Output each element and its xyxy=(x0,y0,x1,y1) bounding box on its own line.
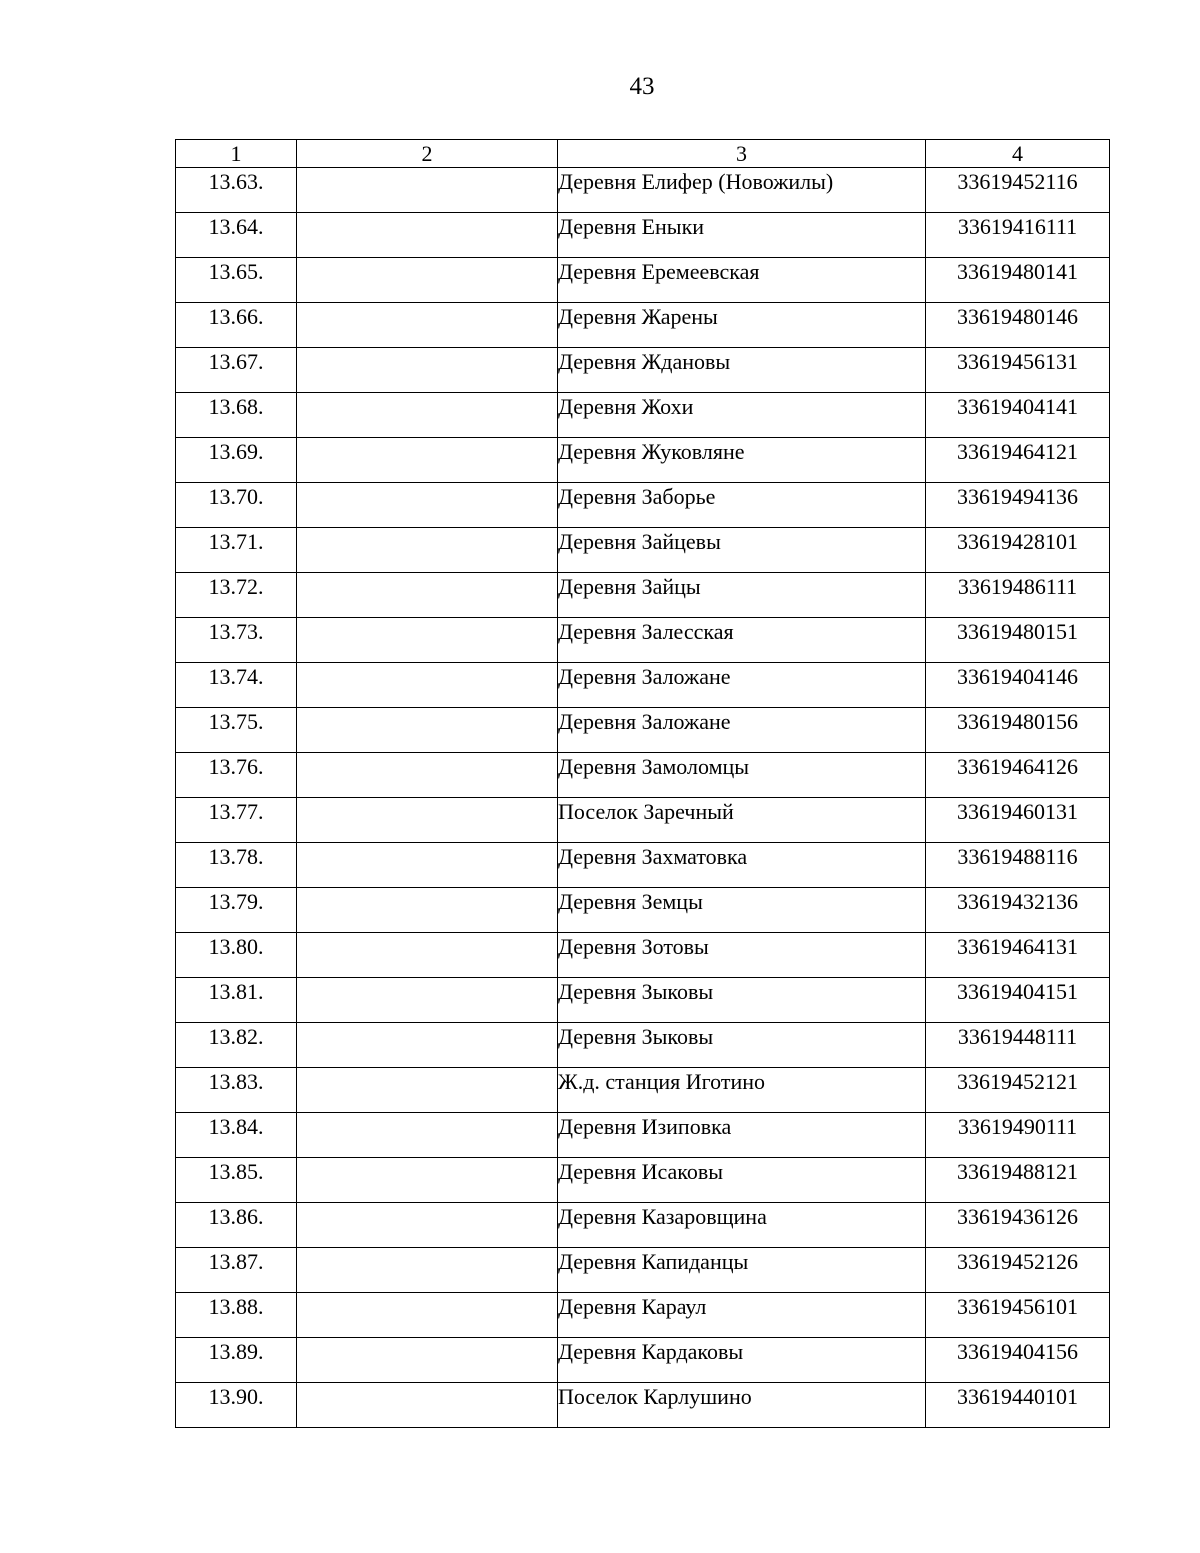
settlement-name: Деревня Захматовка xyxy=(558,843,926,888)
settlement-code-cell xyxy=(926,1023,1110,1068)
settlement-code: 33619480156 xyxy=(957,709,1078,734)
table-row xyxy=(176,933,1110,978)
row-number: 13.75. xyxy=(208,709,264,734)
row-number: 13.83. xyxy=(208,1069,264,1094)
settlement-name: Деревня Замоломцы xyxy=(558,753,926,798)
table-row xyxy=(176,708,1110,753)
row-col2-cell xyxy=(297,798,558,843)
table-row xyxy=(176,1068,1110,1113)
row-number: 13.70. xyxy=(208,484,264,509)
settlement-name: Деревня Кардаковы xyxy=(558,1338,926,1383)
row-number-cell xyxy=(176,438,297,483)
row-number-cell xyxy=(176,1113,297,1158)
row-col2-cell xyxy=(297,528,558,573)
row-col2-cell xyxy=(297,483,558,528)
settlement-code: 33619436126 xyxy=(957,1204,1078,1229)
row-number: 13.85. xyxy=(208,1159,264,1184)
settlement-name: Деревня Елифер (Новожилы) xyxy=(558,168,926,213)
settlement-name: Деревня Караул xyxy=(558,1293,926,1338)
settlement-code: 33619464121 xyxy=(957,439,1078,464)
settlement-code: 33619488121 xyxy=(957,1159,1078,1184)
row-number: 13.73. xyxy=(208,619,264,644)
table-row xyxy=(176,1383,1110,1428)
settlement-name: Поселок Карлушино xyxy=(558,1383,926,1428)
row-col2-cell xyxy=(297,213,558,258)
row-col2-cell xyxy=(297,1293,558,1338)
settlement-name: Деревня Еныки xyxy=(558,213,926,258)
row-number-cell xyxy=(176,483,297,528)
row-number-cell xyxy=(176,708,297,753)
table-row xyxy=(176,1293,1110,1338)
header-col-1: 1 xyxy=(176,140,297,168)
table-row xyxy=(176,753,1110,798)
settlement-name: Деревня Зыковы xyxy=(558,978,926,1023)
row-number: 13.82. xyxy=(208,1024,264,1049)
settlement-code-cell xyxy=(926,303,1110,348)
row-number: 13.66. xyxy=(208,304,264,329)
settlement-code-cell xyxy=(926,573,1110,618)
settlement-code-cell xyxy=(926,1248,1110,1293)
settlement-code-cell xyxy=(926,663,1110,708)
header-col-2: 2 xyxy=(297,140,558,168)
row-number: 13.80. xyxy=(208,934,264,959)
settlement-code-cell xyxy=(926,528,1110,573)
row-col2-cell xyxy=(297,1248,558,1293)
settlement-name: Деревня Изиповка xyxy=(558,1113,926,1158)
settlement-code-cell xyxy=(926,1158,1110,1203)
settlement-code: 33619432136 xyxy=(957,889,1078,914)
settlement-code: 33619440101 xyxy=(957,1384,1078,1409)
row-number: 13.67. xyxy=(208,349,264,374)
row-number: 13.86. xyxy=(208,1204,264,1229)
row-col2-cell xyxy=(297,1383,558,1428)
row-number: 13.77. xyxy=(208,799,264,824)
table-row xyxy=(176,303,1110,348)
settlement-name: Деревня Зыковы xyxy=(558,1023,926,1068)
table-row xyxy=(176,1203,1110,1248)
settlement-name: Деревня Ждановы xyxy=(558,348,926,393)
row-number-cell xyxy=(176,753,297,798)
settlement-code: 33619404156 xyxy=(957,1339,1078,1364)
settlement-code-cell xyxy=(926,393,1110,438)
settlement-code: 33619460131 xyxy=(957,799,1078,824)
row-number-cell xyxy=(176,888,297,933)
row-number-cell xyxy=(176,393,297,438)
settlement-code: 33619428101 xyxy=(957,529,1078,554)
row-number-cell xyxy=(176,978,297,1023)
settlement-code: 33619456101 xyxy=(957,1294,1078,1319)
row-number-cell xyxy=(176,1023,297,1068)
header-col-3: 3 xyxy=(558,140,926,168)
table-header xyxy=(176,140,1110,168)
row-number-cell xyxy=(176,663,297,708)
row-col2-cell xyxy=(297,888,558,933)
table-row xyxy=(176,978,1110,1023)
table-row xyxy=(176,213,1110,258)
settlement-code: 33619488116 xyxy=(957,844,1078,869)
row-number-cell xyxy=(176,528,297,573)
row-number: 13.71. xyxy=(208,529,264,554)
row-col2-cell xyxy=(297,753,558,798)
row-number-cell xyxy=(176,1383,297,1428)
settlement-code-cell xyxy=(926,1293,1110,1338)
row-number-cell xyxy=(176,573,297,618)
row-col2-cell xyxy=(297,1068,558,1113)
table-row xyxy=(176,1023,1110,1068)
settlement-code-cell xyxy=(926,1203,1110,1248)
table-row xyxy=(176,348,1110,393)
row-col2-cell xyxy=(297,978,558,1023)
settlement-code: 33619404151 xyxy=(957,979,1078,1004)
table-row xyxy=(176,258,1110,303)
table-row xyxy=(176,618,1110,663)
row-number: 13.78. xyxy=(208,844,264,869)
row-col2-cell xyxy=(297,438,558,483)
settlement-name: Поселок Заречный xyxy=(558,798,926,843)
header-row xyxy=(176,140,1110,168)
settlement-code-cell xyxy=(926,708,1110,753)
settlement-name: Деревня Еремеевская xyxy=(558,258,926,303)
settlement-code-cell xyxy=(926,213,1110,258)
table-row xyxy=(176,393,1110,438)
table-row xyxy=(176,663,1110,708)
settlement-code-cell xyxy=(926,1113,1110,1158)
row-number: 13.81. xyxy=(208,979,264,1004)
table-row xyxy=(176,1248,1110,1293)
settlement-code-cell xyxy=(926,258,1110,303)
row-number-cell xyxy=(176,348,297,393)
settlement-code-cell xyxy=(926,753,1110,798)
settlement-code: 33619452116 xyxy=(957,169,1078,194)
row-col2-cell xyxy=(297,393,558,438)
settlement-name: Деревня Зайцы xyxy=(558,573,926,618)
row-number: 13.65. xyxy=(208,259,264,284)
settlement-name: Деревня Зайцевы xyxy=(558,528,926,573)
row-col2-cell xyxy=(297,663,558,708)
table-row xyxy=(176,843,1110,888)
settlement-code-cell xyxy=(926,933,1110,978)
settlements-table xyxy=(175,139,1110,1428)
settlement-code-cell xyxy=(926,843,1110,888)
settlement-name: Деревня Зотовы xyxy=(558,933,926,978)
settlement-code-cell xyxy=(926,978,1110,1023)
settlement-code: 33619464131 xyxy=(957,934,1078,959)
settlement-code: 33619494136 xyxy=(957,484,1078,509)
row-number-cell xyxy=(176,933,297,978)
row-number-cell xyxy=(176,1158,297,1203)
settlement-code-cell xyxy=(926,168,1110,213)
row-number: 13.87. xyxy=(208,1249,264,1274)
row-number: 13.88. xyxy=(208,1294,264,1319)
settlement-code: 33619480146 xyxy=(957,304,1078,329)
row-col2-cell xyxy=(297,168,558,213)
row-col2-cell xyxy=(297,933,558,978)
table-row xyxy=(176,573,1110,618)
settlement-code: 33619404141 xyxy=(957,394,1078,419)
row-number: 13.76. xyxy=(208,754,264,779)
settlement-code: 33619480141 xyxy=(957,259,1078,284)
row-number-cell xyxy=(176,303,297,348)
row-number-cell xyxy=(176,798,297,843)
settlement-name: Деревня Залесская xyxy=(558,618,926,663)
settlement-name: Деревня Исаковы xyxy=(558,1158,926,1203)
row-col2-cell xyxy=(297,303,558,348)
settlement-code-cell xyxy=(926,348,1110,393)
row-col2-cell xyxy=(297,1113,558,1158)
row-number: 13.69. xyxy=(208,439,264,464)
table-row xyxy=(176,438,1110,483)
header-col-4: 4 xyxy=(926,140,1110,168)
row-number: 13.90. xyxy=(208,1384,264,1409)
settlement-code-cell xyxy=(926,1338,1110,1383)
settlement-name: Деревня Казаровщина xyxy=(558,1203,926,1248)
row-number-cell xyxy=(176,618,297,663)
row-number: 13.68. xyxy=(208,394,264,419)
settlement-code-cell xyxy=(926,1068,1110,1113)
settlement-code: 33619490111 xyxy=(957,1114,1078,1139)
settlement-code: 33619448111 xyxy=(957,1024,1078,1049)
row-number-cell xyxy=(176,1068,297,1113)
settlement-code: 33619452126 xyxy=(957,1249,1078,1274)
row-number-cell xyxy=(176,213,297,258)
settlement-code-cell xyxy=(926,1383,1110,1428)
table-row xyxy=(176,888,1110,933)
settlement-name: Деревня Жохи xyxy=(558,393,926,438)
table-row xyxy=(176,528,1110,573)
row-number-cell xyxy=(176,258,297,303)
table-body xyxy=(176,168,1110,1428)
settlement-name: Деревня Жарены xyxy=(558,303,926,348)
table-row xyxy=(176,798,1110,843)
table-row xyxy=(176,1113,1110,1158)
settlement-code-cell xyxy=(926,483,1110,528)
settlement-code-cell xyxy=(926,888,1110,933)
settlement-name: Деревня Заложане xyxy=(558,663,926,708)
settlement-code-cell xyxy=(926,798,1110,843)
row-col2-cell xyxy=(297,1203,558,1248)
row-col2-cell xyxy=(297,618,558,663)
settlement-name: Деревня Земцы xyxy=(558,888,926,933)
row-number-cell xyxy=(176,1203,297,1248)
settlement-name: Ж.д. станция Иготино xyxy=(558,1068,926,1113)
row-number-cell xyxy=(176,1338,297,1383)
table-row xyxy=(176,168,1110,213)
settlement-code: 33619480151 xyxy=(957,619,1078,644)
page-number: 43 xyxy=(629,73,655,100)
settlement-code-cell xyxy=(926,438,1110,483)
settlement-code: 33619464126 xyxy=(957,754,1078,779)
row-col2-cell xyxy=(297,573,558,618)
row-number-cell xyxy=(176,1293,297,1338)
settlement-name: Деревня Капиданцы xyxy=(558,1248,926,1293)
row-number: 13.79. xyxy=(208,889,264,914)
settlement-name: Деревня Заборье xyxy=(558,483,926,528)
row-number: 13.74. xyxy=(208,664,264,689)
settlement-code: 33619416111 xyxy=(957,214,1078,239)
row-col2-cell xyxy=(297,258,558,303)
row-col2-cell xyxy=(297,1023,558,1068)
row-number: 13.64. xyxy=(208,214,264,239)
row-number-cell xyxy=(176,1248,297,1293)
row-col2-cell xyxy=(297,843,558,888)
settlement-name: Деревня Жуковляне xyxy=(558,438,926,483)
row-col2-cell xyxy=(297,708,558,753)
table-row xyxy=(176,1158,1110,1203)
row-number: 13.89. xyxy=(208,1339,264,1364)
settlement-code: 33619404146 xyxy=(957,664,1078,689)
row-col2-cell xyxy=(297,1338,558,1383)
row-number-cell xyxy=(176,168,297,213)
row-number-cell xyxy=(176,843,297,888)
settlement-code: 33619486111 xyxy=(957,574,1078,599)
settlement-name: Деревня Заложане xyxy=(558,708,926,753)
settlement-code-cell xyxy=(926,618,1110,663)
settlement-code: 33619456131 xyxy=(957,349,1078,374)
row-col2-cell xyxy=(297,1158,558,1203)
settlement-code: 33619452121 xyxy=(957,1069,1078,1094)
table-row xyxy=(176,483,1110,528)
row-number: 13.72. xyxy=(208,574,264,599)
row-number: 13.84. xyxy=(208,1114,264,1139)
row-number: 13.63. xyxy=(208,169,264,194)
row-col2-cell xyxy=(297,348,558,393)
table-row xyxy=(176,1338,1110,1383)
